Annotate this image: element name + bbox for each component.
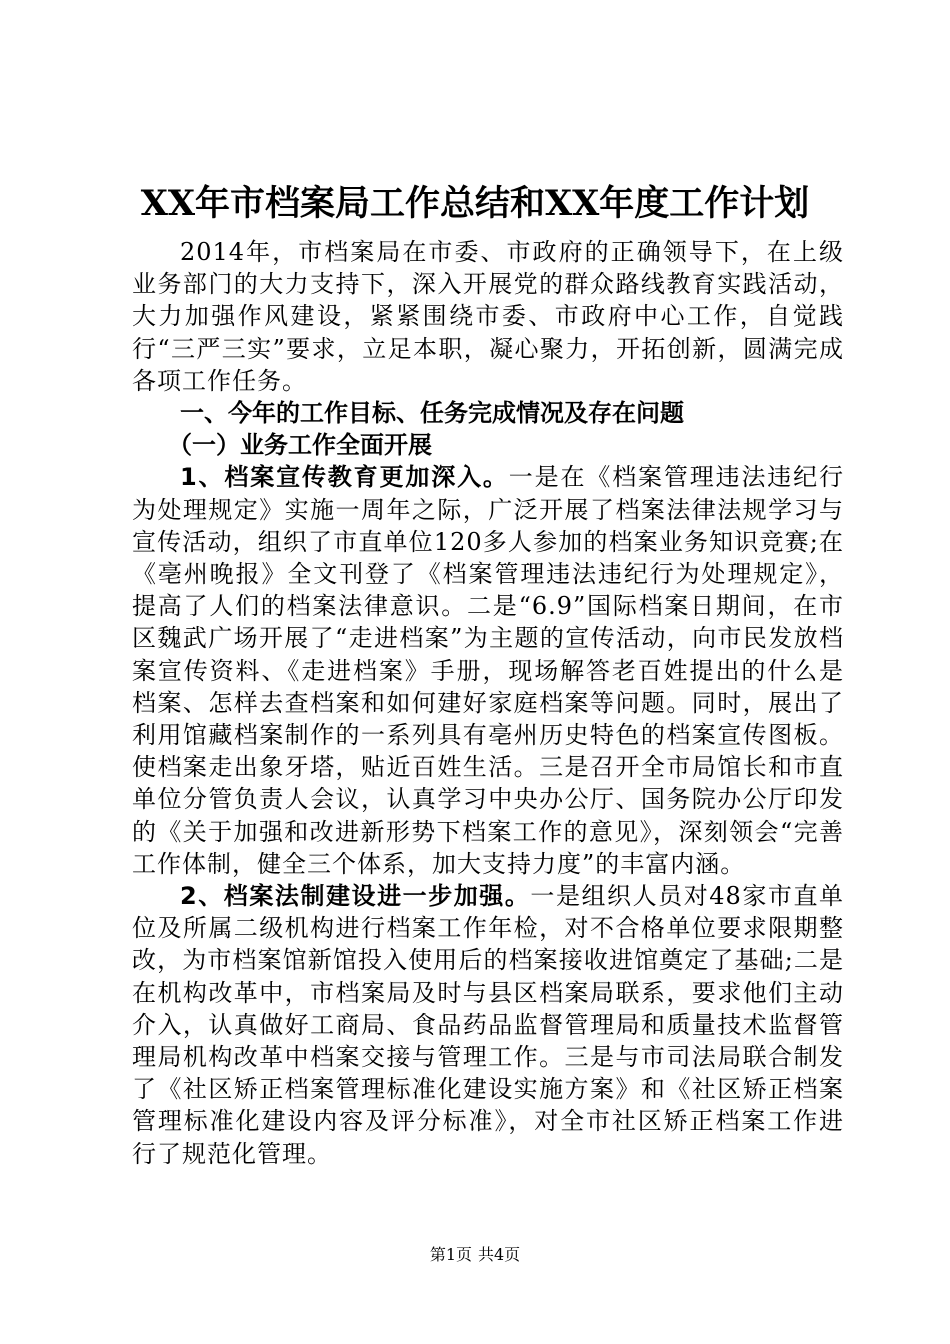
item-paragraph-2 bbox=[132, 880, 844, 1170]
item-body-2: 一是组织人员对48家市直单位及所属二级机构进行档案工作年检，对不合格单位要求限期整改，为市档案馆新馆投入使用后的档案接收进馆奠定了基础;二是在机构改革中，市档案局及时与县区档案局联系，要求他们主动介入，认真做好工商局、食品药品监督管理局和质量技术监督管理局机构改革中档案交接与管理工作。三是与市司法局联合制发了《社区矫正档案管理标准化建设实施方案》和《社区矫正档案管理标准化建设内容及评分标准》，对全市社区矫正档案工作进行了规范化管理。 bbox=[132, 882, 844, 1168]
item-paragraph-1 bbox=[132, 461, 844, 880]
item-lead-1: 1、档案宣传教育更加深入。 bbox=[180, 463, 509, 492]
intro-paragraph: 2014年，市档案局在市委、市政府的正确领导下，在上级业务部门的大力支持下，深入开展党的群众路线教育实践活动，大力加强作风建设，紧紧围绕市委、市政府中心工作，自觉践行“三严三实”要求，立足本职，凝心聚力，开拓创新，圆满完成各项工作任务。 bbox=[132, 238, 844, 395]
subsection-heading: （一）业务工作全面开展 bbox=[168, 431, 432, 460]
document-body bbox=[132, 236, 844, 1170]
page-footer bbox=[0, 1245, 950, 1265]
section-heading: 一、今年的工作目标、任务完成情况及存在问题 bbox=[180, 399, 684, 428]
item-lead-2: 2、档案法制建设进一步加强。 bbox=[180, 882, 531, 911]
page-number: 第1页 bbox=[429, 1245, 472, 1264]
page-total: 共4页 bbox=[478, 1245, 521, 1264]
item-body-1: 一是在《档案管理违法违纪行为处理规定》实施一周年之际，广泛开展了档案法律法规学习与宣传活动，组织了市直单位120多人参加的档案业务知识竞赛;在《亳州晚报》全文刊登了《档案管理违法违纪行为处理规定》，提高了人们的档案法律意识。二是“6.9”国际档案日期间，在市区魏武广场开展了“走进档案”为主题的宣传活动，向市民发放档案宣传资料、《走进档案》手册，现场解答老百姓提出的什么是档案、怎样去查档案和如何建好家庭档案等问题。同时，展出了利用馆藏档案制作的一系列具有亳州历史特色的档案宣传图板。使档案走出象牙塔，贴近百姓生活。三是召开全市局馆长和市直单位分管负责人会议，认真学习中央办公厅、国务院办公厅印发的《关于加强和改进新形势下档案工作的意见》，深刻领会“完善工作体制，健全三个体系，加大支持力度”的丰富内涵。 bbox=[132, 463, 845, 878]
document-title: XX年市档案局工作总结和XX年度工作计划 bbox=[140, 183, 810, 224]
